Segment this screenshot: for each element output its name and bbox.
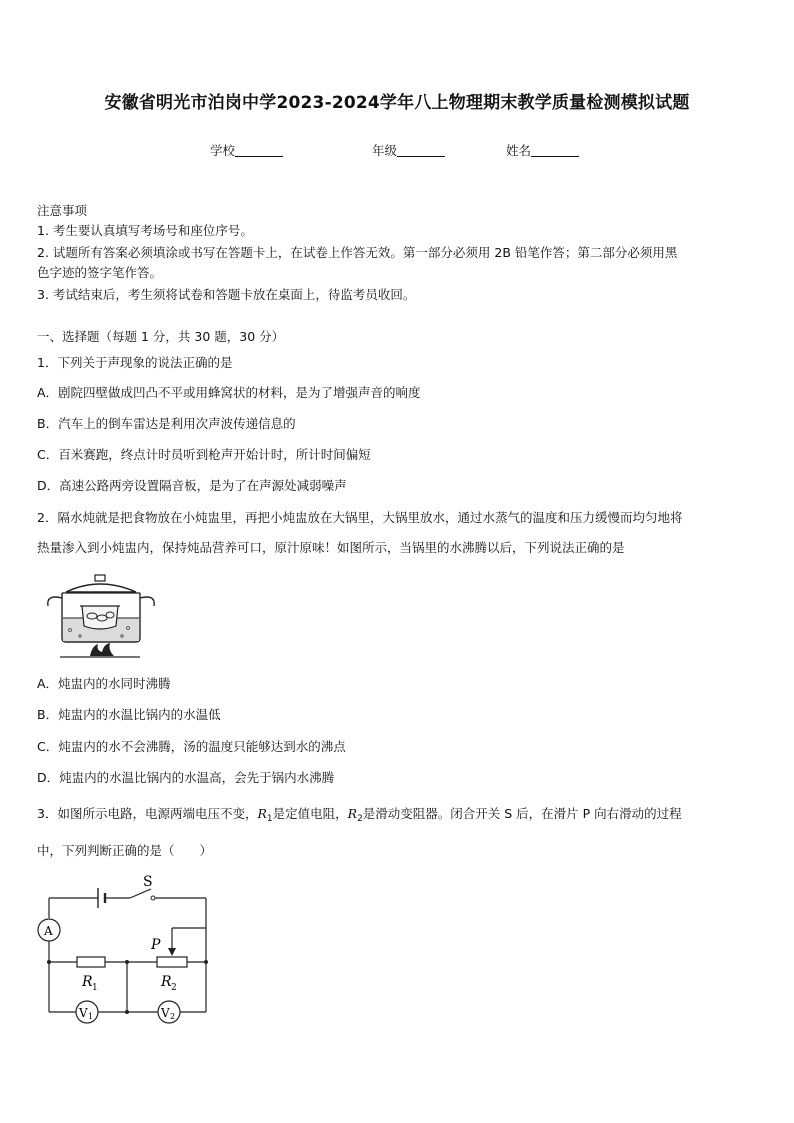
q3-stem-c: 是滑动变阻器。闭合开关 S 后，在滑片 P 向右滑动的过程 — [362, 806, 682, 821]
school-label: 学校 — [210, 143, 236, 158]
r2-symbol: R — [347, 806, 358, 821]
school-field — [210, 141, 283, 159]
page-title: 安徽省明光市泊岗中学2023-2024学年八上物理期末教学质量检测模拟试题 — [104, 93, 690, 113]
q3-stem-line1 — [37, 805, 682, 828]
switch-label: S — [143, 874, 153, 890]
q1-option-b: B．汽车上的倒车雷达是利用次声波传递信息的 — [37, 416, 296, 431]
rheostat-r2 — [157, 957, 187, 967]
r2-subscript: 2 — [357, 814, 363, 824]
name-field — [506, 141, 579, 159]
q3-stem-a: 3．如图所示电路，电源两端电压不变， — [37, 806, 258, 821]
grade-field — [372, 141, 445, 159]
q2-stem-line2: 热量渗入到小炖盅内，保持炖品营养可口，原汁原味！如图所示，当锅里的水沸腾以后，下列说法正确的是 — [37, 540, 625, 555]
r1-label: R — [82, 974, 93, 990]
q2-stem-line1: 2．隔水炖就是把食物放在小炖盅里，再把小炖盅放在大锅里，大锅里放水，通过水蒸气的温度和压力缓慢而均匀地将 — [37, 510, 683, 525]
name-blank[interactable] — [531, 144, 579, 157]
v2-label: V — [161, 1006, 170, 1020]
pot-illustration — [40, 572, 160, 662]
school-blank[interactable] — [235, 144, 283, 157]
q3-stem-b: 是定值电阻， — [272, 806, 348, 821]
switch-contact — [151, 896, 155, 900]
q1-stem: 1．下列关于声现象的说法正确的是 — [37, 355, 233, 370]
resistor-r1 — [77, 957, 105, 967]
grade-blank[interactable] — [397, 144, 445, 157]
ammeter-label: A — [44, 924, 53, 938]
circuit-diagram — [30, 868, 230, 1028]
note-item: 色字迹的签字笔作答。 — [37, 265, 163, 280]
notes-heading: 注意事项 — [37, 203, 88, 218]
slider-label: P — [151, 937, 161, 953]
note-item: 3. 考试结束后，考生须将试卷和答题卡放在桌面上，待监考员收回。 — [37, 287, 416, 302]
q2-option-b: B．炖盅内的水温比锅内的水温低 — [37, 707, 221, 722]
r1-subscript: 1 — [266, 814, 273, 824]
section-heading: 一、选择题（每题 1 分，共 30 题，30 分） — [37, 329, 285, 344]
r2-label: R — [161, 974, 172, 990]
v2-label-sub: 2 — [170, 1012, 176, 1021]
q2-option-a: A．炖盅内的水同时沸腾 — [37, 676, 171, 691]
name-label: 姓名 — [506, 143, 532, 158]
q3-stem-line2: 中，下列判断正确的是（ ） — [37, 843, 213, 858]
r2-label-sub: 2 — [171, 983, 177, 993]
q2-option-d: D．炖盅内的水温比锅内的水温高，会先于锅内水沸腾 — [37, 770, 335, 785]
note-item: 2. 试题所有答案必须填涂或书写在答题卡上，在试卷上作答无效。第一部分必须用 2B 铅笔作答；第二部分必须用黑 — [37, 245, 678, 260]
r1-label-sub: 1 — [92, 983, 98, 993]
note-item: 1. 考生要认真填写考场号和座位序号。 — [37, 223, 253, 238]
slider-arrow — [168, 948, 176, 956]
q1-option-d: D．高速公路两旁设置隔音板，是为了在声源处减弱噪声 — [37, 478, 347, 493]
v1-label-sub: 1 — [88, 1012, 94, 1021]
grade-label: 年级 — [372, 143, 398, 158]
switch-blade — [130, 889, 151, 898]
q1-option-a: A．剧院四壁做成凹凸不平或用蜂窝状的材料，是为了增强声音的响度 — [37, 385, 421, 400]
q2-option-c: C．炖盅内的水不会沸腾，汤的温度只能够达到水的沸点 — [37, 739, 346, 754]
v1-label: V — [79, 1006, 88, 1020]
r1-symbol: R — [257, 806, 267, 821]
q1-option-c: C．百米赛跑，终点计时员听到枪声开始计时，所计时间偏短 — [37, 447, 371, 462]
